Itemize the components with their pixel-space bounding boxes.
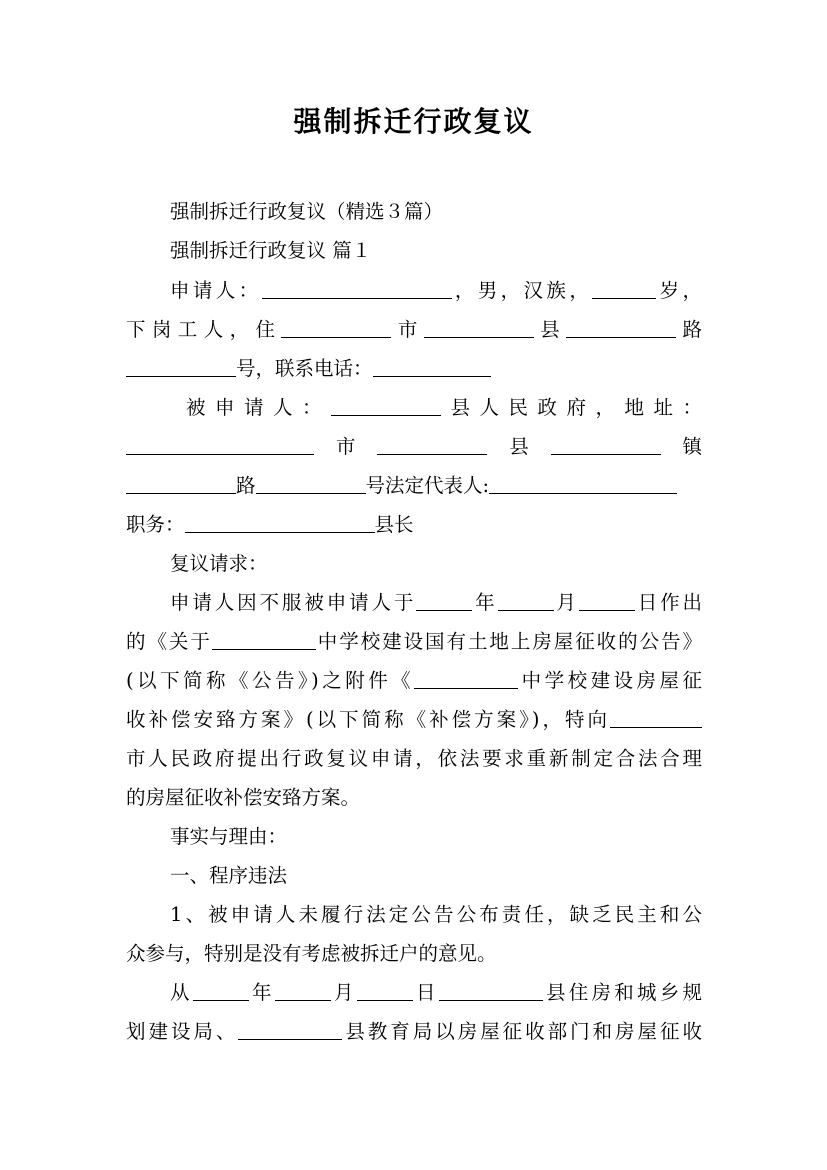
respondent-line-3: 路 号法定代表人: — [126, 471, 702, 501]
request-line-4: 收补偿安臵方案》(以下简称《补偿方案》)，特向 — [126, 705, 702, 735]
request-line-6: 的房屋征收补偿安臵方案。 — [126, 786, 361, 809]
request-line-1: 申请人因不服被申请人于 年 月 日作出 — [170, 591, 702, 614]
request-day-blank — [579, 590, 635, 611]
respondent-line-4: 职务： 县长 — [126, 513, 414, 536]
request-line-3: (以下简称《公告》)之附件《 中学校建设房屋征 — [126, 669, 702, 692]
facts-county-blank — [238, 1019, 342, 1040]
section-1-heading: 一、程序违法 — [170, 864, 288, 887]
school-name-blank — [212, 629, 316, 650]
document-title: 强制拆迁行政复议 — [293, 105, 534, 138]
house-number-blank — [126, 356, 236, 377]
facts-line-1: 1、被申请人未履行法定公告公布责任，缺乏民主和公 — [170, 903, 702, 926]
facts-line-2: 众参与，特别是没有考虑被拆迁户的意见。 — [126, 942, 497, 965]
respondent-line-2: 市 县 镇 — [126, 432, 702, 462]
facts-day-blank — [357, 980, 413, 1001]
facts-line-4: 划建设局、 县教育局以房屋征收部门和房屋征收 — [126, 1020, 702, 1043]
facts-year-blank — [193, 980, 249, 1001]
phone-blank — [373, 356, 491, 377]
city-government-blank — [610, 707, 702, 728]
request-month-blank — [498, 590, 554, 611]
position-blank — [185, 512, 375, 533]
applicant-name-blank — [262, 278, 452, 299]
legal-rep-blank — [489, 473, 677, 494]
respondent-line-1: 被申请人： 县人民政府，地址： — [186, 396, 702, 419]
applicant-line-3: 号，联系电话： — [126, 354, 702, 384]
applicant-line-2: 下岗工人，住 市 县 路 — [126, 318, 702, 341]
road-blank — [566, 317, 676, 338]
part-heading: 强制拆迁行政复议 篇１ — [170, 239, 372, 262]
facts-line-3: 从 年 月 日 县住房和城乡规 — [170, 981, 702, 1004]
respondent-town-blank — [551, 434, 661, 455]
respondent-county-blank — [331, 395, 441, 416]
facts-heading: 事实与理由： — [170, 825, 288, 848]
age-blank — [592, 278, 656, 299]
applicant-line-1: 申请人： ，男，汉族， 岁， — [170, 279, 702, 302]
facts-date-blank — [439, 980, 543, 1001]
county-blank — [424, 317, 534, 338]
respondent-road-blank — [126, 473, 236, 494]
city-blank — [281, 317, 391, 338]
request-line-5: 市人民政府提出行政复议申请，依法要求重新制定合法合理 — [126, 747, 702, 770]
school-name-blank-2 — [414, 668, 518, 689]
respondent-city-blank — [377, 434, 487, 455]
request-heading: 复议请求： — [170, 552, 268, 575]
respondent-province-blank — [126, 434, 314, 455]
document-subtitle: 强制拆迁行政复议（精选３篇） — [170, 200, 444, 223]
request-year-blank — [416, 590, 472, 611]
request-line-2: 的《关于 中学校建设国有土地上房屋征收的公告》 — [126, 630, 702, 653]
facts-month-blank — [275, 980, 331, 1001]
respondent-number-blank — [256, 473, 366, 494]
